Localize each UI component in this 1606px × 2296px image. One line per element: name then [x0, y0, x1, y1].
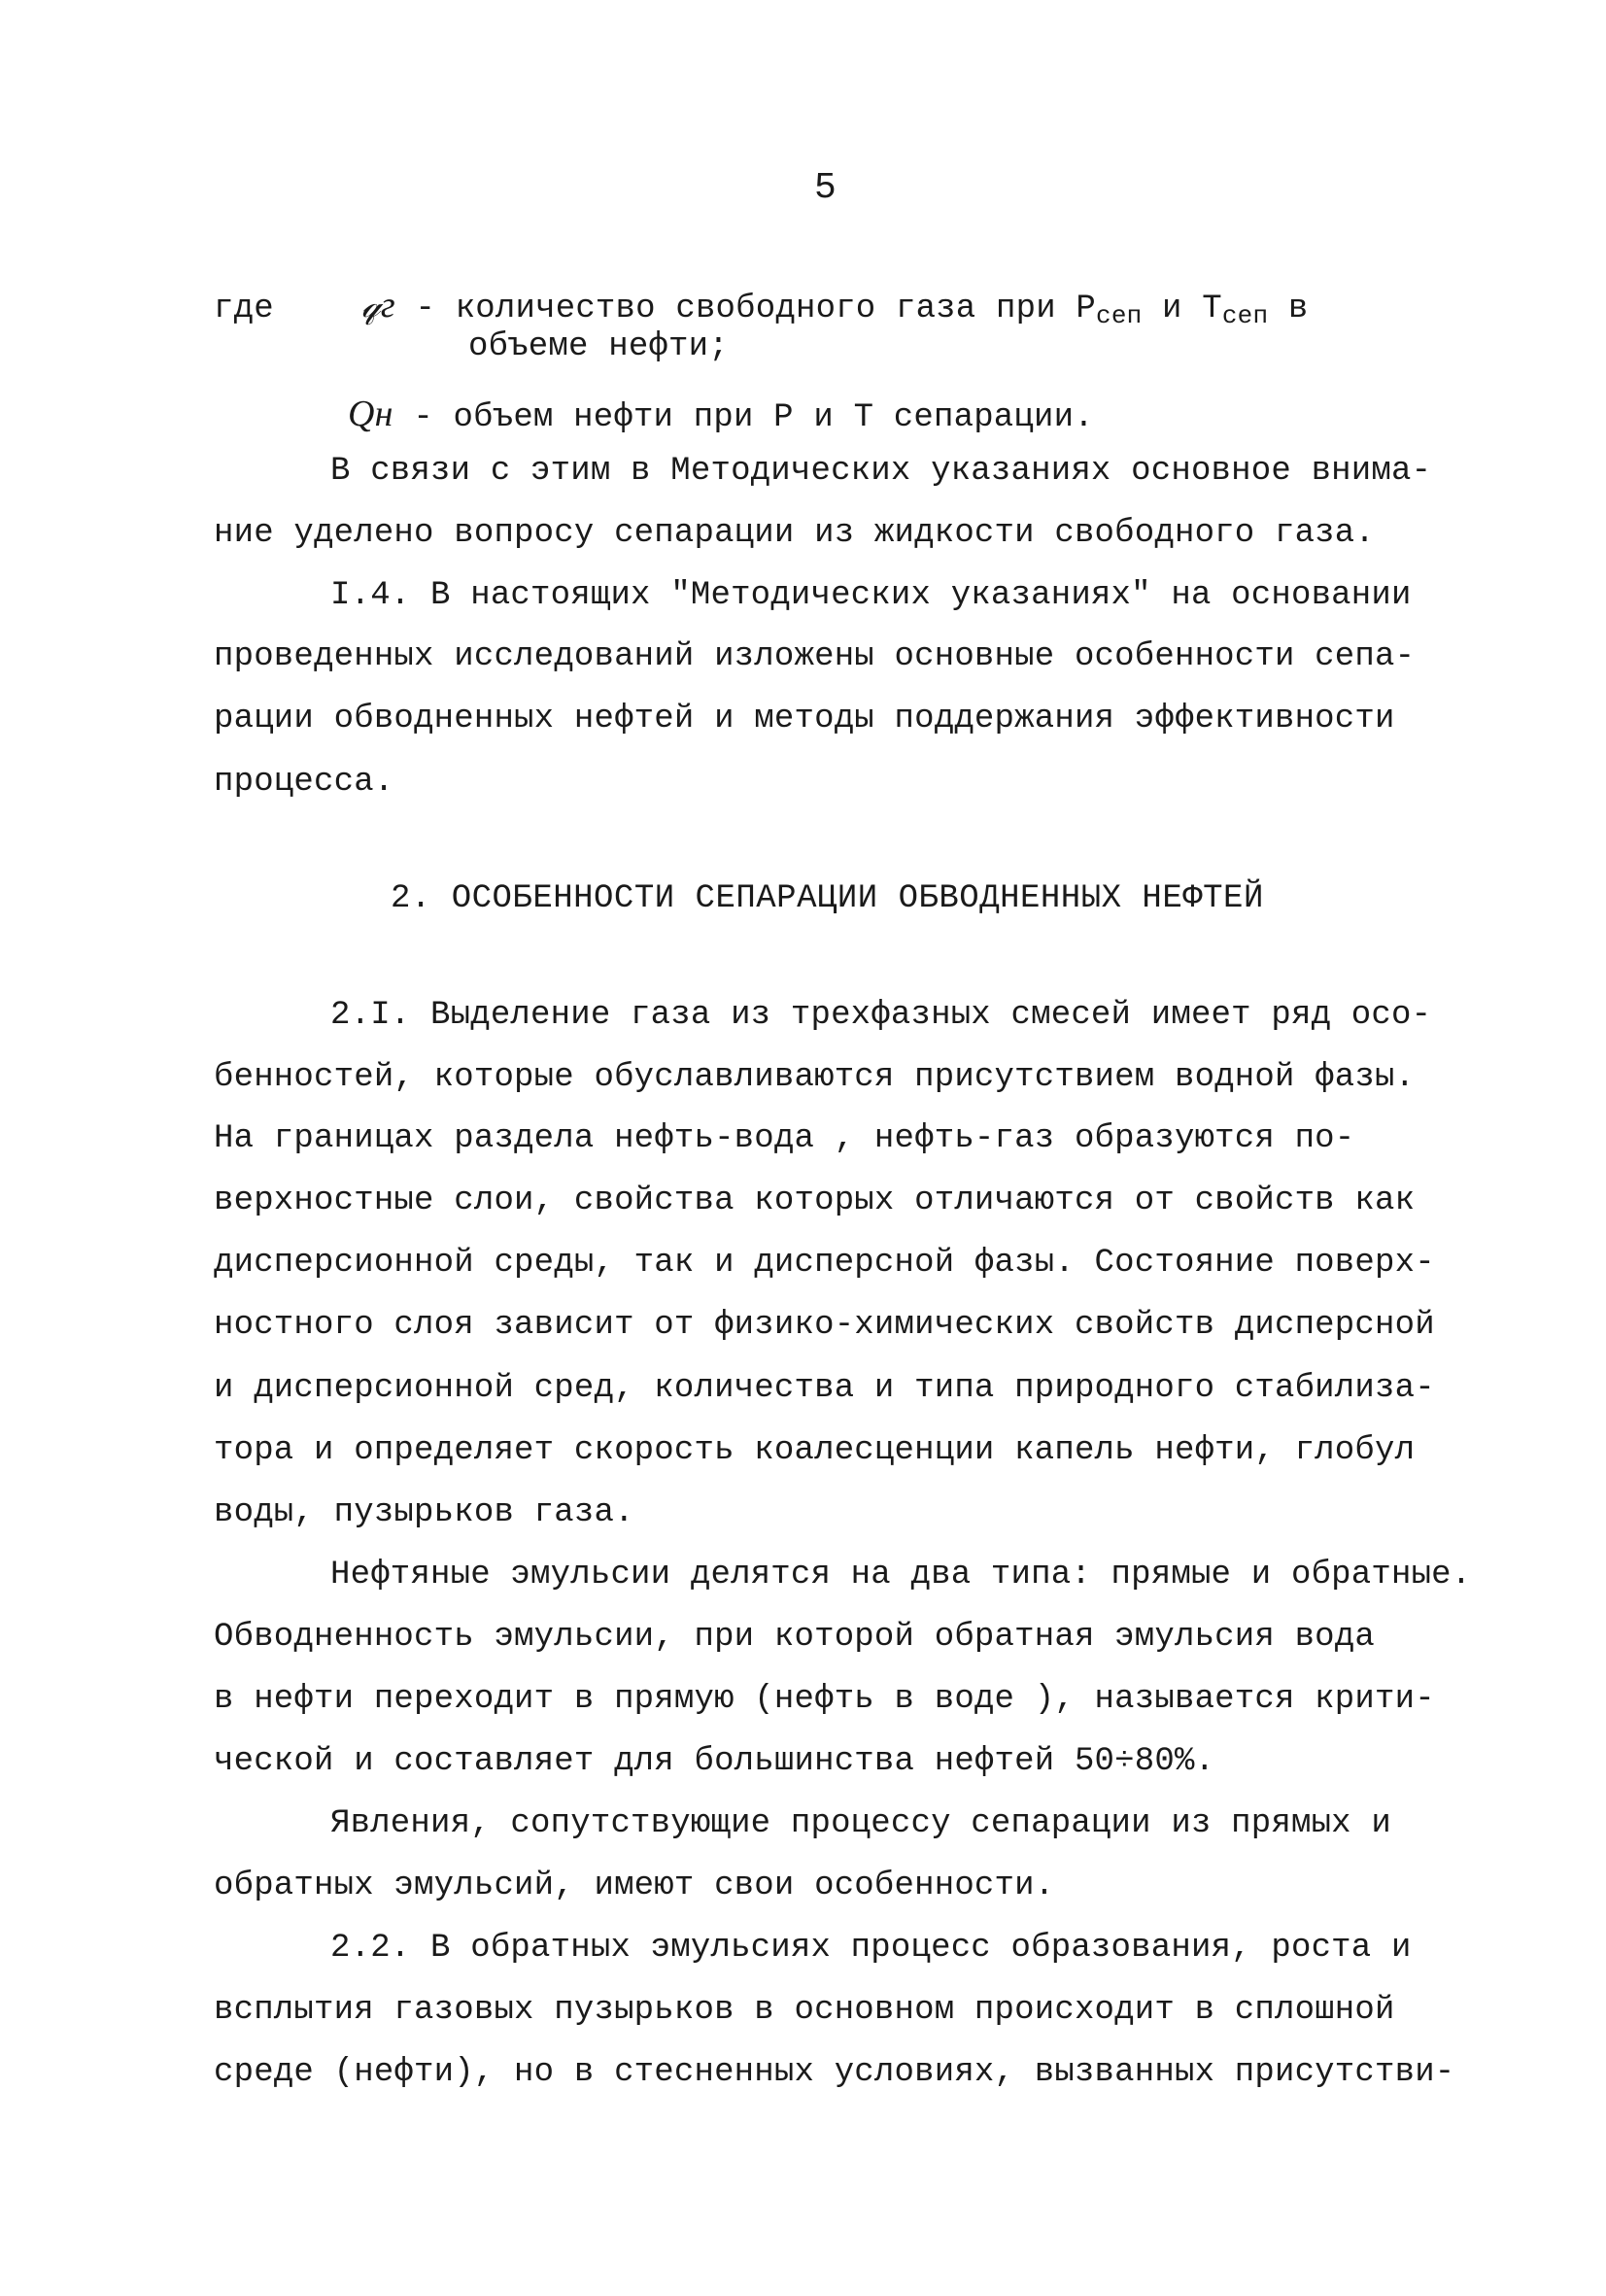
text-line: верхностные слои, свойства которых отличаются от свойств как	[214, 1182, 1416, 1219]
text-line: Нефтяные эмульсии делятся на два типа: прямые и обратные.	[330, 1557, 1472, 1593]
where-word: где	[214, 291, 274, 327]
text-line: рации обводненных нефтей и методы поддержания эффективности	[214, 701, 1395, 737]
text-line: 2.2. В обратных эмульсиях процесс образования, роста и	[330, 1930, 1412, 1967]
text-line: процесса.	[214, 764, 394, 801]
symbol-oil-volume: Qн	[348, 394, 393, 434]
text-line: воды, пузырьков газа.	[214, 1494, 634, 1531]
text-line: всплытия газовых пузырьков в основном происходит в сплошной	[214, 1992, 1395, 2029]
text-line: 2.I. Выделение газа из трехфазных смесей имеет ряд осо-	[330, 997, 1432, 1034]
text-line: Обводненность эмульсии, при которой обратная эмульсия вода	[214, 1619, 1375, 1656]
text-line: в нефти переходит в прямую (нефть в воде ), называется крити-	[214, 1681, 1435, 1718]
text-line: На границах раздела нефть-вода , нефть-газ образуются по-	[214, 1120, 1355, 1157]
text-line: бенностей, которые обуславливаются присутствием водной фазы.	[214, 1059, 1416, 1096]
text-line: среде (нефти), но в стесненных условиях, вызванных присутстви-	[214, 2054, 1455, 2091]
text-line: дисперсионной среды, так и дисперсной фазы. Состояние поверх-	[214, 1245, 1435, 1282]
text-line: ческой и составляет для большинства нефтей 50÷80%.	[214, 1743, 1215, 1780]
sub-sep-p: сеп	[1096, 301, 1143, 330]
definition-1	[214, 284, 1309, 330]
def2-text: - объем нефти при P и T сепарации.	[413, 399, 1094, 436]
text-line: В связи с этим в Методических указаниях основное внима-	[330, 453, 1432, 490]
text-line: Явления, сопутствующие процессу сепарации из прямых и	[330, 1805, 1391, 1842]
text-line: обратных эмульсий, имеют свои особенности.	[214, 1868, 1055, 1904]
text-line: I.4. В настоящих "Методических указаниях" на основании	[330, 577, 1412, 614]
text-line: ние уделено вопросу сепарации из жидкости свободного газа.	[214, 515, 1375, 552]
section-heading: 2. ОСОБЕННОСТИ СЕПАРАЦИИ ОБВОДНЕННЫХ НЕФТЕЙ	[391, 880, 1264, 917]
symbol-free-gas: 𝓆г	[361, 285, 395, 326]
def1-in: в	[1268, 291, 1309, 327]
text-line: и дисперсионной сред, количества и типа природного стабилиза-	[214, 1370, 1435, 1407]
definition-2	[348, 393, 1094, 436]
text-line: проведенных исследований изложены основные особенности сепа-	[214, 638, 1416, 675]
text-line: тора и определяет скорость коалесценции капель нефти, глобул	[214, 1432, 1416, 1469]
def1-and: и T	[1142, 291, 1222, 327]
text-line: ностного слоя зависит от физико-химических свойств дисперсной	[214, 1307, 1435, 1344]
definition-1-cont: объеме нефти;	[468, 328, 729, 365]
page-number: 5	[814, 167, 837, 209]
sub-sep-t: сеп	[1221, 301, 1269, 330]
def1-text: - количество свободного газа при P	[415, 291, 1097, 327]
